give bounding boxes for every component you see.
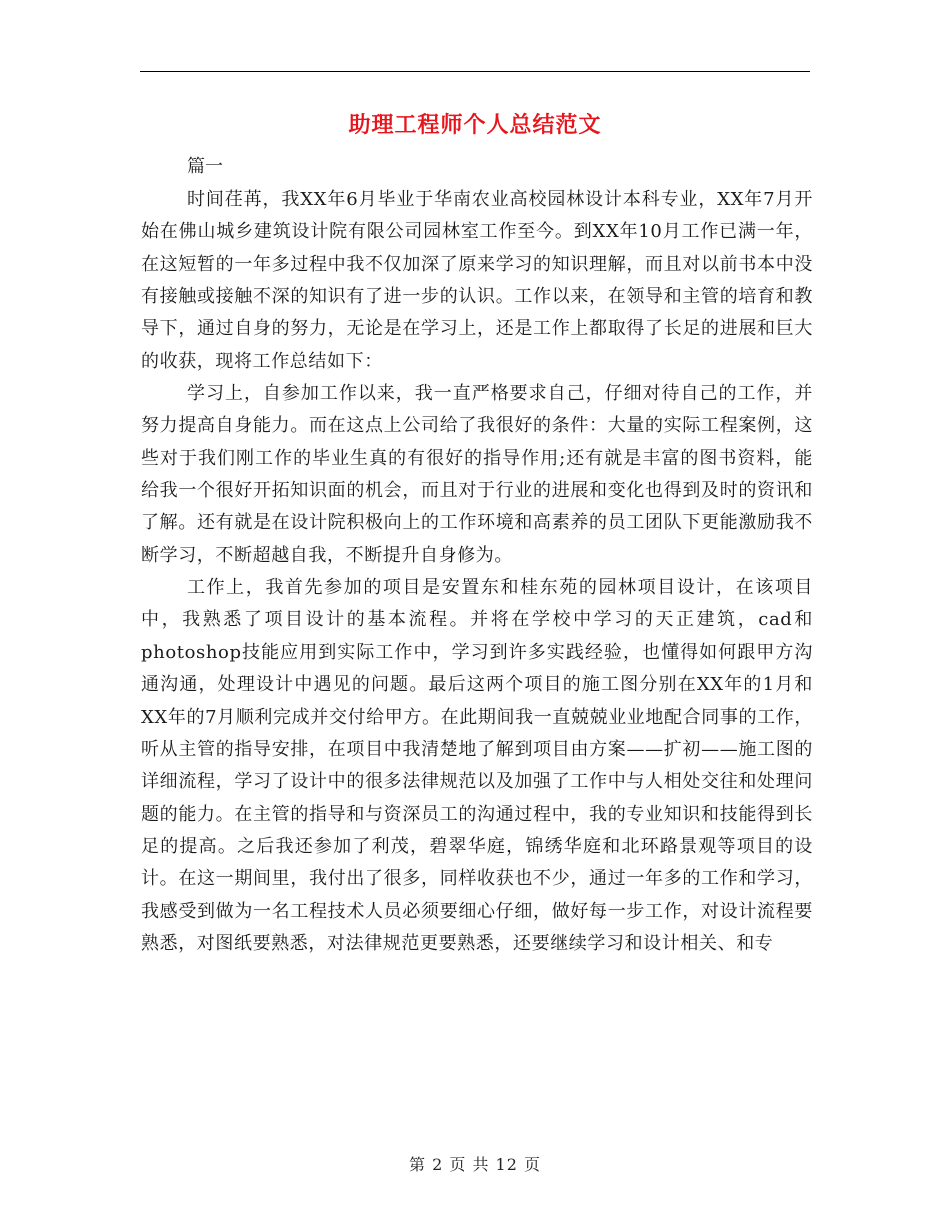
paragraph-work: 工作上，我首先参加的项目是安置东和桂东苑的园林项目设计，在该项目中，我熟悉了项目设计的基本流程。并将在学校中学习的天正建筑，cad和photoshop技能应用到实际工作中，学习到许多实践经验，也懂得如何跟甲方沟通沟通，处理设计中遇见的问题。最后这两个项目的施工图分别在XX年的1月和XX年的7月顺利完成并交付给甲方。在此期间我一直兢兢业业地配合同事的工作，听从主管的指导安排，在项目中我清楚地了解到项目由方案——扩初——施工图的详细流程，学习了设计中的很多法律规范以及加强了工作中与人相处交往和处理问题的能力。在主管的指导和与资深员工的沟通过程中，我的专业知识和技能得到长足的提高。之后我还参加了利茂，碧翠华庭，锦绣华庭和北环路景观等项目的设计。在这一期间里，我付出了很多，同样收获也不少，通过一年多的工作和学习，我感受到做为一名工程技术人员必须要细心仔细，做好每一步工作，对设计流程要熟悉，对图纸要熟悉，对法律规范更要熟悉，还要继续学习和设计相关、和专 [141, 577, 813, 954]
document-body [141, 184, 813, 960]
paragraph-study: 学习上，自参加工作以来，我一直严格要求自己，仔细对待自己的工作，并努力提高自身能力。而在这点上公司给了我很好的条件：大量的实际工程案例，这些对于我们刚工作的毕业生真的有很好的指导作用;还有就是丰富的图书资料，能给我一个很好开拓知识面的机会，而且对于行业的进展和变化也得到及时的资讯和了解。还有就是在设计院积极向上的工作环境和高素养的员工团队下更能激励我不断学习，不断超越自我，不断提升自身修为。 [141, 383, 813, 566]
page-footer: 第 2 页 共 12 页 [409, 1155, 541, 1174]
paragraph-intro: 时间荏苒，我XX年6月毕业于华南农业高校园林设计本科专业，XX年7月开始在佛山城乡建筑设计院有限公司园林室工作至今。到XX年10月工作已满一年，在这短暂的一年多过程中我不仅加深了原来学习的知识理解，而且对以前书本中没有接触或接触不深的知识有了进一步的认识。工作以来，在领导和主管的培育和教导下，通过自身的努力，无论是在学习上，还是工作上都取得了长足的进展和巨大的收获，现将工作总结如下： [141, 189, 813, 372]
document-title: 助理工程师个人总结范文 [348, 112, 602, 138]
header-rule [140, 71, 810, 72]
section-label: 篇一 [187, 156, 223, 177]
